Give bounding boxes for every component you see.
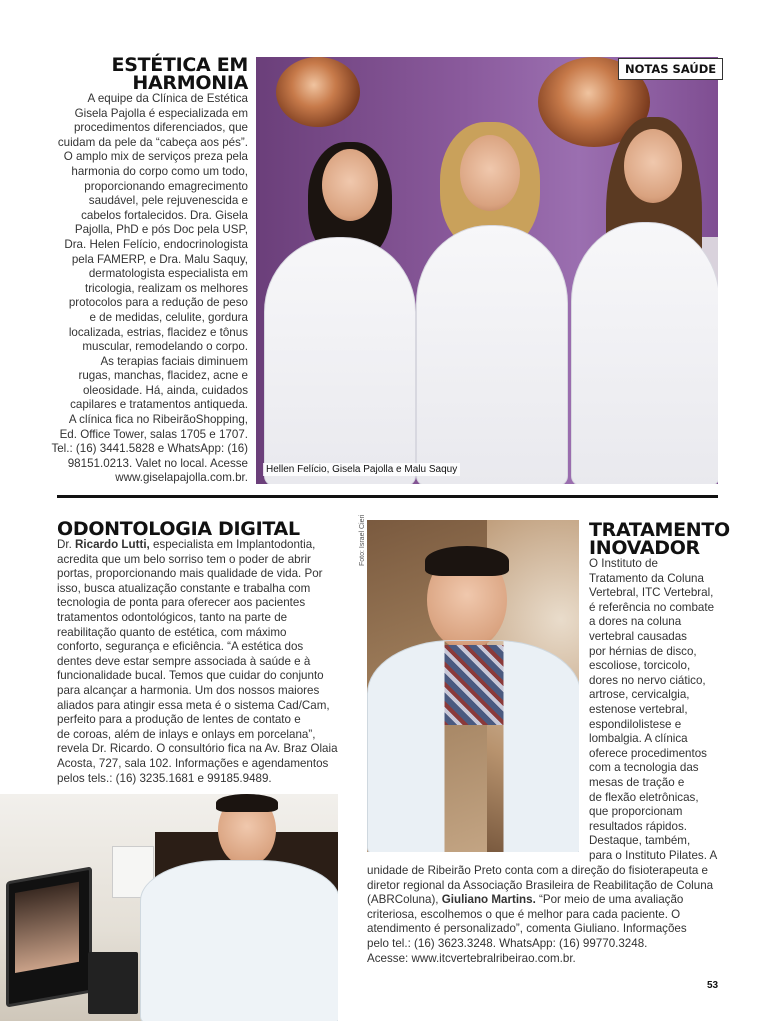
article3-line: atendimento é personalizado”, comenta Giuliano. Informações — [367, 922, 687, 936]
dental-scan-screen — [15, 882, 79, 973]
physio-name: Giuliano Martins. — [441, 893, 536, 907]
article1-line: pela FAMERP, e Dra. Malu Saquy, — [71, 252, 248, 266]
hair — [216, 794, 278, 812]
article2-first-line — [57, 538, 347, 553]
article2-line: conforto, segurança e eficiência. “A estética dos — [57, 640, 304, 654]
physio-photo — [367, 520, 579, 852]
white-coat — [264, 237, 416, 484]
article3-line: mesas de tração e — [589, 775, 685, 789]
article2-line: tratamentos odontológicos, tanto na parte de — [57, 610, 288, 624]
article3-body-wide — [367, 864, 727, 966]
article1-line: saudável, pele rejuvenescida e — [88, 194, 248, 208]
article2-line: de coroas, além de inlays e onlays em porcelana”, — [57, 727, 316, 741]
doctor-name: Ricardo Lutti, — [75, 538, 150, 551]
white-coat — [416, 225, 568, 484]
article1-title — [70, 56, 248, 92]
article3-line-start: (ABRColuna), — [367, 893, 442, 907]
article1-line: Tel.: (16) 3441.5828 e WhatsApp: (16) — [51, 442, 248, 456]
article2-title: ODONTOLOGIA DIGITAL — [57, 518, 300, 540]
article2-line: aliados para atingir essa meta é o sistema Cad/Cam, — [57, 698, 330, 712]
white-coat — [367, 640, 579, 852]
article2-line: Acosta, 727, sala 102. Informações e agendamentos — [57, 756, 329, 770]
article2-line: isso, busca atualização constante e trabalha com — [57, 581, 311, 595]
article1-line: oleosidade. Há, ainda, cuidados — [82, 383, 248, 397]
clinic-team-photo — [256, 57, 718, 484]
article2-line: para alcançar a harmonia. Um dos nossos maiores — [57, 683, 320, 697]
article2-line: dentes deve estar sempre associada à saúde e à — [57, 654, 311, 668]
article2-line: tecnologia de ponta para oferecer aos pacientes — [57, 596, 306, 610]
article3-line: para o Instituto Pilates. A — [589, 848, 718, 862]
section-badge: NOTAS SAÚDE — [618, 58, 723, 80]
article1-body — [40, 92, 248, 486]
article1-line: Gisela Pajolla é especializada em — [74, 106, 248, 120]
article1-line: cabelos fortalecidos. Dra. Gisela — [81, 208, 248, 222]
article1-line: A clínica fica no RibeirãoShopping, — [68, 413, 248, 427]
article1-line: 98151.0213. Valet no local. Acesse — [67, 456, 248, 470]
computer-monitor — [6, 866, 92, 1007]
copper-lamp — [276, 57, 360, 127]
white-coat — [571, 222, 718, 484]
article2-intro: Dr. — [57, 538, 76, 551]
article2-line: revela Dr. Ricardo. O consultório fica na Av. Braz Olaia — [57, 742, 338, 756]
article3-line: oferece procedimentos — [589, 746, 707, 760]
white-coat — [140, 860, 338, 1021]
article3-line: resultados rápidos. — [589, 819, 687, 833]
hair — [425, 546, 509, 576]
article1-title-line1: ESTÉTICA EM — [111, 54, 248, 76]
article1-line: cuidam da pele da “cabeça aos pés”. — [57, 135, 248, 149]
article1-line: rugas, manchas, flacidez, acne e — [78, 369, 248, 383]
dentist-photo — [0, 794, 338, 1021]
article2-line: portas, proporcionando mais qualidade de vida. Por — [57, 567, 323, 581]
article3-line: lombalgia. A clínica — [589, 732, 688, 746]
article3-line: pelo tel.: (16) 3623.3248. WhatsApp: (16) 99770.3248. — [367, 936, 648, 950]
face — [322, 149, 378, 221]
article1-line: procedimentos diferenciados, que — [73, 121, 248, 135]
article3-line: Vertebral, ITC Vertebral, — [589, 586, 714, 600]
article3-title-line1: TRATAMENTO — [589, 519, 730, 541]
article1-title-line2: HARMONIA — [132, 72, 248, 94]
article2-first-line-rest: especialista em Implantodontia, — [149, 538, 316, 551]
article1-line: tricologia, realizam os melhores — [84, 281, 248, 295]
article2-line: funcionalidade bucal. Temos que cuidar do conjunto — [57, 669, 324, 683]
article1-line: O amplo mix de serviços preza pela — [63, 150, 248, 164]
article3-line: diretor regional da Associação Brasileira de Reabilitação de Coluna — [367, 878, 714, 892]
article1-line: e de medidas, celulite, gordura — [89, 310, 248, 324]
article3-line: Acesse: www.itcvertebralribeirao.com.br. — [367, 951, 576, 965]
article2-line: perfeito para a produção de lentes de contato e — [57, 713, 301, 727]
article3-line: O Instituto de — [589, 557, 658, 570]
article1-line: proporcionando emagrecimento — [84, 179, 248, 193]
photo-credit: Foto: Israel Cieri — [359, 514, 366, 566]
article3-line: Destaque, também, — [589, 834, 691, 848]
article1-line: dermatologista especialista em — [88, 267, 248, 281]
article3-body-column — [589, 557, 724, 863]
article3-line: de flexão eletrônicas, — [589, 790, 699, 804]
article1-line: As terapias faciais diminuem — [100, 354, 248, 368]
article1-line: Dra. Helen Felício, endocrinologista — [64, 237, 248, 251]
article3-line: é referência no combate — [589, 600, 715, 614]
article3-line-end: “Por meio de uma avaliação — [535, 893, 684, 907]
article1-line: localizada, estrias, flacidez e tônus — [68, 325, 248, 339]
article1-line: protocolos para a redução de peso — [68, 296, 248, 310]
face — [624, 129, 682, 203]
article3-line: com a tecnologia das — [589, 761, 699, 775]
page-number: 53 — [707, 980, 719, 991]
article2-line: acredita que um belo sorriso tem o poder de abrir — [57, 552, 311, 566]
article1-line: Ed. Office Tower, salas 1705 e 1707. — [59, 427, 248, 441]
article3-line — [367, 893, 727, 908]
article3-title — [589, 521, 729, 557]
article1-line: muscular, remodelando o corpo. — [82, 340, 248, 354]
article2-line: reabilitação quanto de estética, com máximo — [57, 625, 287, 639]
article3-line: a dores na coluna — [589, 615, 682, 629]
article1-line: A equipe da Clínica de Estética — [87, 92, 248, 105]
article1-line: www.giselapajolla.com.br. — [115, 471, 248, 485]
article3-line: artrose, cervicalgia, — [589, 688, 690, 702]
section-divider — [57, 495, 718, 498]
article3-line: escoliose, torcicolo, — [589, 659, 691, 673]
article3-line: estenose vertebral, — [589, 702, 688, 716]
article3-line: dores no nervo ciático, — [589, 673, 706, 687]
article3-line: que proporcionam — [589, 805, 683, 819]
article1-line: harmonia do corpo como um todo, — [71, 164, 248, 178]
article1-line: Pajolla, PhD e pós Doc pela USP, — [74, 223, 248, 237]
article3-title-line2: INOVADOR — [589, 537, 700, 559]
article3-line: vertebral causadas — [589, 629, 687, 643]
keyboard — [88, 952, 138, 1014]
article3-line: por hérnias de disco, — [589, 644, 697, 658]
article2-body — [57, 538, 347, 786]
article3-line: espondilolistese e — [589, 717, 682, 731]
article2-line: pelos tels.: (16) 3235.1681 e 99185.9489. — [57, 771, 272, 785]
article3-line: criteriosa, escolhemos o que é melhor para cada paciente. O — [367, 907, 681, 921]
photo-caption: Hellen Felício, Gisela Pajolla e Malu Saquy — [263, 463, 460, 476]
article3-line: unidade de Ribeirão Preto conta com a direção do fisioterapeuta e — [367, 864, 708, 877]
article3-line: Tratamento da Coluna — [589, 571, 704, 585]
article1-line: capilares e tratamentos antiqueda. — [70, 398, 248, 412]
face — [460, 135, 520, 211]
